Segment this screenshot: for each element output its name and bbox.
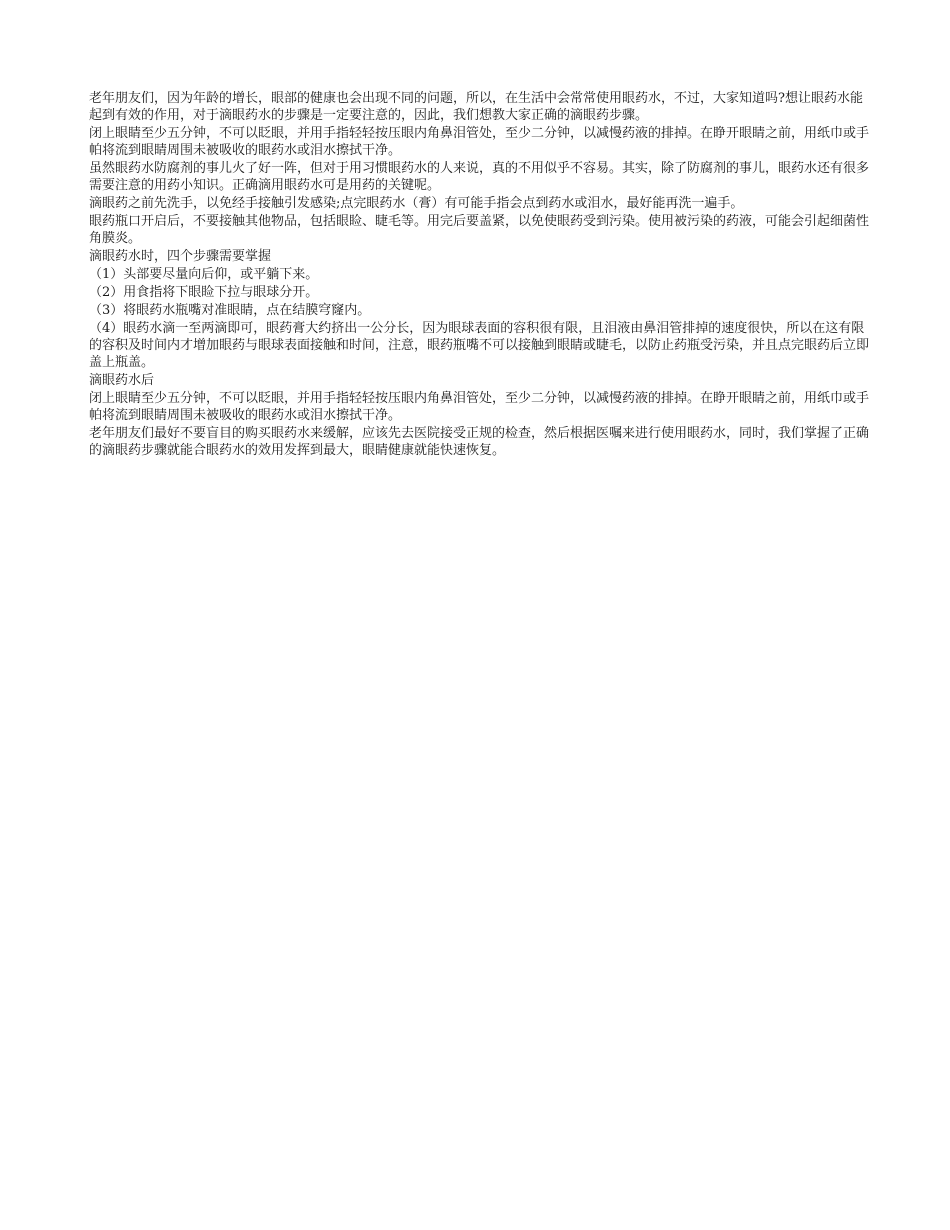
step-1: （1）头部要尽量向后仰，或平躺下来。 [89, 267, 319, 282]
document-body [89, 90, 871, 459]
paragraph-after-drops: 闭上眼睛至少五分钟，不可以眨眼，并用手指轻轻按压眼内角鼻泪管处，至少二分钟，以减慢药液的排掉。在睁开眼睛之前，用纸巾或手帕将流到眼睛周围未被吸收的眼药水或泪水擦拭干净。 [89, 391, 870, 423]
step-4: （4）眼药水滴一至两滴即可，眼药膏大约挤出一公分长，因为眼球表面的容积很有限，且泪液由鼻泪管排掉的速度很快，所以在这有限的容积及时间内才增加眼药与眼球表面接触和时间，注意，眼药瓶嘴不可以接触到眼睛或睫毛，以防止药瓶受污染，并且点完眼药后立即盖上瓶盖。 [89, 321, 870, 370]
paragraph-bottle-care: 眼药瓶口开启后，不要接触其他物品，包括眼睑、睫毛等。用完后要盖紧，以免使眼药受到污染。使用被污染的药液，可能会引起细菌性角膜炎。 [89, 214, 870, 246]
paragraph-conclusion: 老年朋友们最好不要盲目的购买眼药水来缓解，应该先去医院接受正规的检查，然后根据医嘱来进行使用眼药水，同时，我们掌握了正确的滴眼药步骤就能合眼药水的效用发挥到最大，眼睛健康就能快速恢复。 [89, 426, 870, 458]
section-heading-after: 滴眼药水后 [89, 373, 155, 388]
step-2: （2）用食指将下眼睑下拉与眼球分开。 [89, 285, 319, 300]
step-3: （3）将眼药水瓶嘴对准眼睛，点在结膜穹窿内。 [89, 303, 371, 318]
paragraph-close-eyes: 闭上眼睛至少五分钟，不可以眨眼，并用手指轻轻按压眼内角鼻泪管处，至少二分钟，以减慢药液的排掉。在睁开眼睛之前，用纸巾或手帕将流到眼睛周围未被吸收的眼药水或泪水擦拭干净。 [89, 126, 870, 158]
paragraph-preservative: 虽然眼药水防腐剂的事儿火了好一阵，但对于用习惯眼药水的人来说，真的不用似乎不容易。其实，除了防腐剂的事儿，眼药水还有很多需要注意的用药小知识。正确滴用眼药水可是用药的关键呢。 [89, 161, 870, 193]
paragraph-intro: 老年朋友们，因为年龄的增长，眼部的健康也会出现不同的问题，所以，在生活中会常常使用眼药水，不过，大家知道吗?想让眼药水能起到有效的作用，对于滴眼药水的步骤是一定要注意的，因此，我们想教大家正确的滴眼药步骤。 [89, 91, 863, 123]
section-heading-steps: 滴眼药水时，四个步骤需要掌握 [89, 249, 272, 264]
paragraph-wash-hands: 滴眼药之前先洗手，以免经手接触引发感染;点完眼药水（膏）有可能手指会点到药水或泪水，最好能再洗一遍手。 [89, 196, 744, 211]
